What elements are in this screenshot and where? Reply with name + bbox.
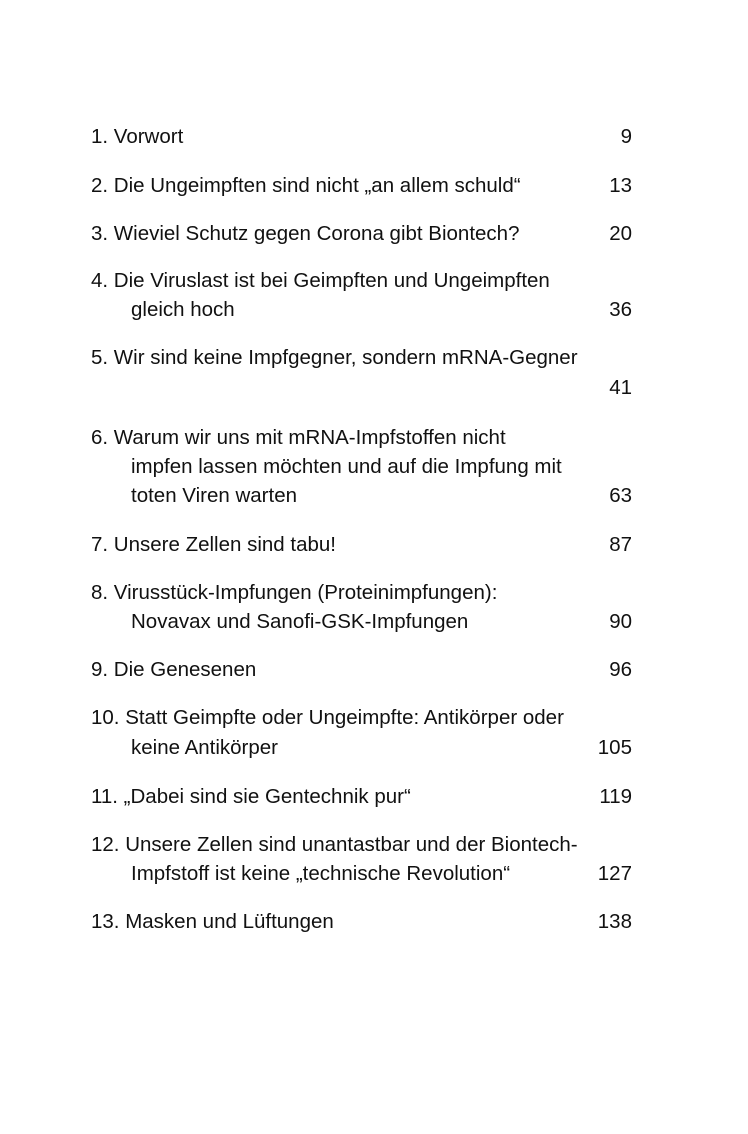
toc-entry-page-number: 63 — [609, 484, 632, 507]
toc-entry-4-continuation[interactable] — [131, 295, 632, 325]
toc-entry-title-continuation: toten Viren warten — [131, 484, 298, 507]
toc-entry-title: 6. Warum wir uns mit mRNA-Impfstoffen nicht — [91, 426, 506, 449]
toc-entry-page-number: 90 — [609, 610, 632, 633]
toc-entry-title: 3. Wieviel Schutz gegen Corona gibt Biontech? — [91, 222, 520, 245]
toc-entry-page-number: 9 — [620, 125, 632, 148]
toc-entry-page-number: 41 — [609, 376, 632, 399]
toc-entry-11[interactable] — [91, 782, 632, 812]
toc-entry-12-continuation[interactable] — [131, 859, 632, 889]
toc-entry-page-number: 96 — [609, 658, 632, 681]
toc-entry-8-continuation[interactable] — [131, 607, 632, 637]
toc-entry-title: 13. Masken und Lüftungen — [91, 910, 334, 933]
toc-entry-title: 1. Vorwort — [91, 125, 184, 148]
toc-entry-page-number: 20 — [609, 222, 632, 245]
toc-entry-6-continuation-1[interactable] — [131, 452, 632, 482]
toc-entry-title: 8. Virusstück-Impfungen (Proteinimpfungen): — [91, 581, 498, 604]
toc-entry-13[interactable] — [91, 907, 632, 937]
toc-entry-10-continuation[interactable] — [131, 733, 632, 763]
toc-entry-5[interactable] — [91, 343, 632, 373]
toc-entry-title: 5. Wir sind keine Impfgegner, sondern mRNA-Gegner — [91, 346, 578, 369]
toc-entry-7[interactable] — [91, 530, 632, 560]
toc-entry-6-continuation-2[interactable] — [131, 481, 632, 511]
toc-entry-title-continuation: gleich hoch — [131, 298, 235, 321]
toc-entry-8[interactable] — [91, 578, 632, 608]
toc-entry-title-continuation: Novavax und Sanofi-GSK-Impfungen — [131, 610, 469, 633]
toc-entry-page-number: 87 — [609, 533, 632, 556]
toc-entry-title: 2. Die Ungeimpften sind nicht „an allem schuld“ — [91, 174, 521, 197]
toc-entry-title-continuation: impfen lassen möchten und auf die Impfung mit — [131, 455, 562, 478]
toc-entry-page-number: 127 — [597, 862, 632, 885]
toc-entry-1[interactable] — [91, 122, 632, 152]
toc-entry-page-number: 13 — [609, 174, 632, 197]
toc-entry-title: 10. Statt Geimpfte oder Ungeimpfte: Antikörper oder — [91, 706, 564, 729]
toc-entry-title: 11. „Dabei sind sie Gentechnik pur“ — [91, 785, 411, 808]
toc-entry-title: 7. Unsere Zellen sind tabu! — [91, 533, 336, 556]
toc-entry-10[interactable] — [91, 703, 632, 733]
toc-entry-title: 4. Die Viruslast ist bei Geimpften und Ungeimpften — [91, 269, 550, 292]
toc-entry-9[interactable] — [91, 655, 632, 685]
toc-entry-page-number: 119 — [599, 785, 632, 808]
toc-entry-title: 9. Die Genesenen — [91, 658, 257, 681]
toc-entry-page-number: 105 — [597, 736, 632, 759]
toc-entry-4[interactable] — [91, 266, 632, 296]
toc-entry-title: 12. Unsere Zellen sind unantastbar und der Biontech- — [91, 833, 578, 856]
toc-entry-title-continuation: keine Antikörper — [131, 736, 279, 759]
toc-entry-2[interactable] — [91, 171, 632, 201]
toc-entry-12[interactable] — [91, 830, 632, 860]
toc-entry-title-continuation: Impfstoff ist keine „technische Revolution“ — [131, 862, 511, 885]
toc-entry-3[interactable] — [91, 219, 632, 249]
toc-entry-page-number: 36 — [609, 298, 632, 321]
toc-entry-page-number: 138 — [597, 910, 632, 933]
toc-entry-6[interactable] — [91, 423, 632, 453]
toc-entry-5-continuation[interactable] — [91, 373, 632, 403]
